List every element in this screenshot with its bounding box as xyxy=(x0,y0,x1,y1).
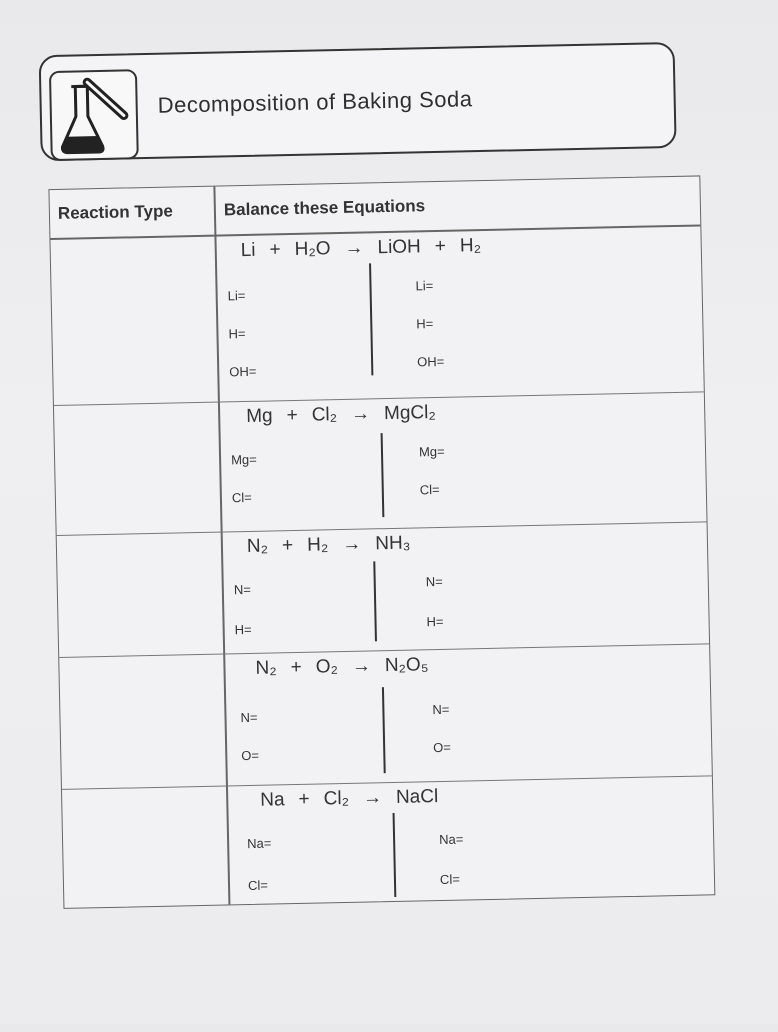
right-count-h[interactable]: H= xyxy=(426,614,443,629)
eq-term: H₂O xyxy=(294,238,330,261)
balance-header: Balance these Equations xyxy=(224,196,426,220)
left-count-li[interactable]: Li= xyxy=(228,288,246,303)
right-count-oh[interactable]: OH= xyxy=(417,354,444,370)
equation-row-2 xyxy=(54,392,707,536)
left-count-o[interactable]: O= xyxy=(241,748,259,763)
eq-term: O₂ xyxy=(315,656,338,678)
eq-plus: + xyxy=(435,236,447,258)
reaction-type-header: Reaction Type xyxy=(58,201,173,223)
eq-term: Na xyxy=(260,789,285,812)
divider-line xyxy=(369,263,373,375)
eq-term: NaCl xyxy=(396,786,439,809)
eq-term: Cl₂ xyxy=(312,404,338,427)
eq-term: Cl₂ xyxy=(323,788,349,811)
eq-term: H₂ xyxy=(307,534,329,556)
reaction-type-cell-2[interactable] xyxy=(54,403,221,536)
right-count-n[interactable]: N= xyxy=(432,702,449,717)
divider-line xyxy=(382,687,385,773)
left-count-n[interactable]: N= xyxy=(234,582,251,597)
equation-2 xyxy=(246,402,436,428)
left-count-h[interactable]: H= xyxy=(235,622,252,637)
right-count-o[interactable]: O= xyxy=(433,740,451,755)
right-count-n[interactable]: N= xyxy=(426,574,443,589)
left-count-oh[interactable]: OH= xyxy=(229,364,256,380)
left-count-mg[interactable]: Mg= xyxy=(231,452,257,468)
eq-arrow: → xyxy=(351,403,370,425)
equation-row-3 xyxy=(57,522,709,658)
equations-table xyxy=(48,175,715,908)
eq-plus: + xyxy=(282,535,294,557)
equation-5 xyxy=(260,786,438,812)
eq-term: Mg xyxy=(246,405,273,428)
divider-line xyxy=(381,433,384,517)
eq-plus: + xyxy=(269,239,281,261)
reaction-type-cell-3[interactable] xyxy=(57,533,224,658)
eq-term: NH₃ xyxy=(375,533,411,556)
eq-term: LiOH xyxy=(377,236,421,259)
header-box xyxy=(39,42,677,161)
equation-3 xyxy=(247,533,411,558)
eq-arrow: → xyxy=(352,655,371,677)
eq-plus: + xyxy=(298,789,310,811)
divider-line xyxy=(373,561,376,641)
left-count-h[interactable]: H= xyxy=(228,326,245,341)
eq-term: N₂ xyxy=(255,657,277,679)
eq-arrow: → xyxy=(363,787,382,809)
eq-term: MgCl₂ xyxy=(384,402,436,425)
divider-line xyxy=(393,813,396,897)
left-count-na[interactable]: Na= xyxy=(247,836,272,852)
eq-term: H₂ xyxy=(460,235,482,257)
eq-term: Li xyxy=(241,240,256,262)
reaction-type-cell-1[interactable] xyxy=(50,237,217,406)
equation-row-5 xyxy=(62,776,714,908)
right-count-h[interactable]: H= xyxy=(416,316,433,331)
right-count-na[interactable]: Na= xyxy=(439,832,464,848)
reaction-type-cell-4[interactable] xyxy=(59,655,226,790)
right-count-mg[interactable]: Mg= xyxy=(419,444,445,460)
page-title: Decomposition of Baking Soda xyxy=(157,86,472,119)
eq-term: N₂ xyxy=(247,536,269,558)
equation-1 xyxy=(241,235,482,262)
left-count-cl[interactable]: Cl= xyxy=(232,490,252,505)
eq-arrow: → xyxy=(344,238,363,260)
reaction-type-cell-5[interactable] xyxy=(62,786,228,907)
left-count-cl[interactable]: Cl= xyxy=(248,878,268,893)
right-count-cl[interactable]: Cl= xyxy=(420,482,440,497)
equation-row-4 xyxy=(59,644,712,790)
eq-term: N₂O₅ xyxy=(385,654,429,677)
right-count-cl[interactable]: Cl= xyxy=(440,872,460,887)
logo-box xyxy=(49,69,139,161)
flask-icon xyxy=(57,75,131,154)
eq-plus: + xyxy=(290,657,302,679)
equation-row-1 xyxy=(50,226,703,406)
eq-arrow: → xyxy=(342,534,361,556)
equation-4 xyxy=(255,654,428,680)
left-count-n[interactable]: N= xyxy=(240,710,257,725)
eq-plus: + xyxy=(286,405,298,427)
right-count-li[interactable]: Li= xyxy=(415,278,433,293)
